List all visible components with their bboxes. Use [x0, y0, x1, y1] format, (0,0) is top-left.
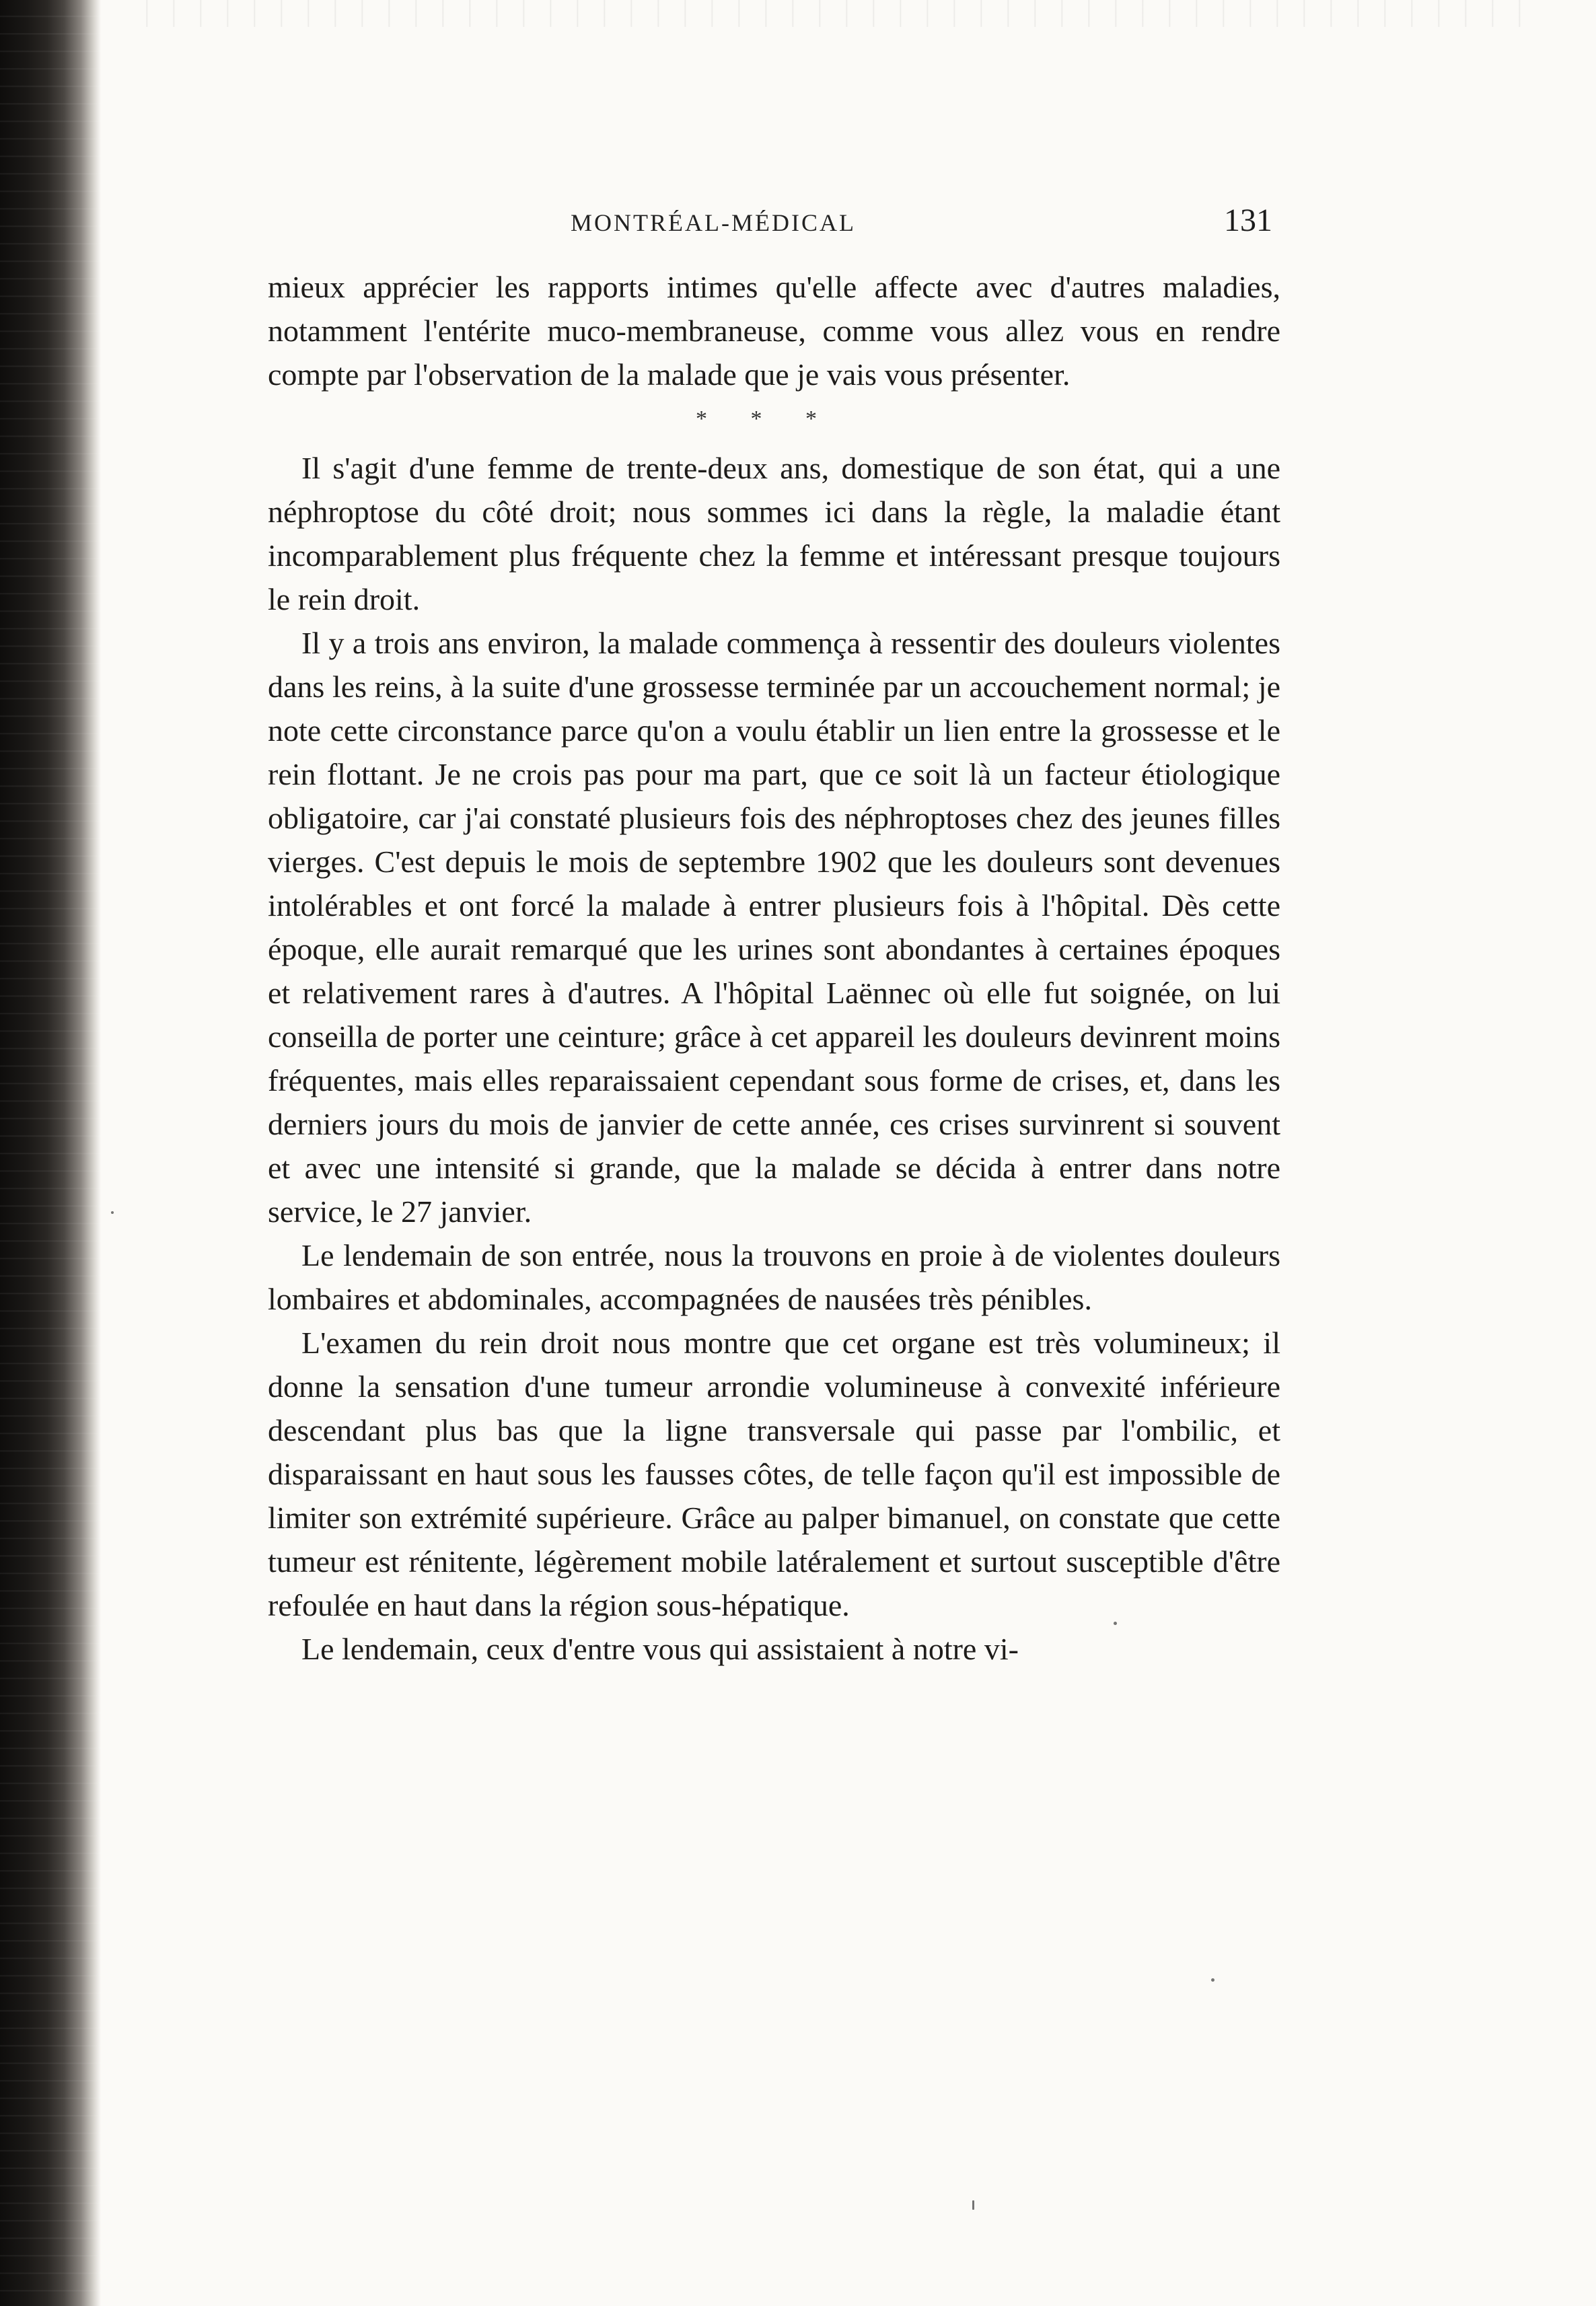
- ink-speck: [111, 1211, 114, 1214]
- page-top-specks: [121, 0, 1534, 27]
- binding-texture: [0, 0, 101, 2306]
- body-paragraph: Le lendemain de son entrée, nous la trouvons en proie à de violentes douleurs lombaires et abdominales, accompagnées de nausées très pénibles.: [268, 1238, 1280, 1316]
- running-header: [268, 202, 1280, 256]
- ink-speck: [1211, 1978, 1214, 1982]
- body-paragraph: Il s'agit d'une femme de trente-deux ans, domestique de son état, qui a une néphroptose du côté droit; nous sommes ici dans la règle, la maladie étant incomparablement plus fréquente chez la femme et intéressant presque toujours le rein droit.: [268, 451, 1280, 616]
- body-paragraph: L'examen du rein droit nous montre que cet organe est très volumineux; il donne la sensation d'une tumeur arrondie volumineuse à convexité inférieure descendant plus bas que la ligne transversale qui passe par l'ombilic, et disparaissant en haut sous les fausses côtes, de telle façon qu'il est impossible de limiter son extrémité supérieure. Grâce au palper bimanuel, on constate que cette tumeur est rénitente, légèrement mobile latéralement et surtout susceptible d'être refoulée en haut dans la région sous-hépatique.: [268, 1326, 1280, 1622]
- body-paragraph: Il y a trois ans environ, la malade commença à ressentir des douleurs violentes dans les reins, à la suite d'une grossesse terminée par un accouchement normal; je note cette circonstance parce qu'on a voulu établir un lien entre la grossesse et le rein flottant. Je ne crois pas pour ma part, que ce soit là un facteur étiologique obligatoire, car j'ai constaté plusieurs fois des néphroptoses chez des jeunes filles vierges. C'est depuis le mois de septembre 1902 que les douleurs sont devenues intolérables et ont forcé la malade à entrer plusieurs fois à l'hôpital. Dès cette époque, elle aurait remarqué que les urines sont abondantes à certaines époques et relativement rares à d'autres. A l'hôpital Laënnec où elle fut soignée, on lui conseilla de porter une ceinture; grâce à cet appareil les douleurs devinrent moins fréquentes, mais elles reparaissaient cependant sous forme de crises, et, dans les derniers jours du mois de janvier de cette année, ces crises survinrent si souvent et avec une intensité si grande, que la malade se décida à entrer dans notre service, le 27 janvier.: [268, 626, 1280, 1229]
- book-page: [268, 202, 1280, 1671]
- ink-speck: [972, 2200, 974, 2210]
- running-title: MONTRÉAL-MÉDICAL: [571, 209, 856, 236]
- body-paragraph-truncated: Le lendemain, ceux d'entre vous qui assistaient à notre vi-: [301, 1632, 1019, 1666]
- page-number: 131: [1224, 203, 1272, 238]
- body-paragraph-continued: mieux apprécier les rapports intimes qu'elle affecte avec d'autres maladies, notamment l'entérite muco-membraneuse, comme vous allez vous en rendre compte par l'observation de la malade que je vais vous présenter.: [268, 270, 1280, 392]
- section-separator: * * *: [696, 406, 836, 431]
